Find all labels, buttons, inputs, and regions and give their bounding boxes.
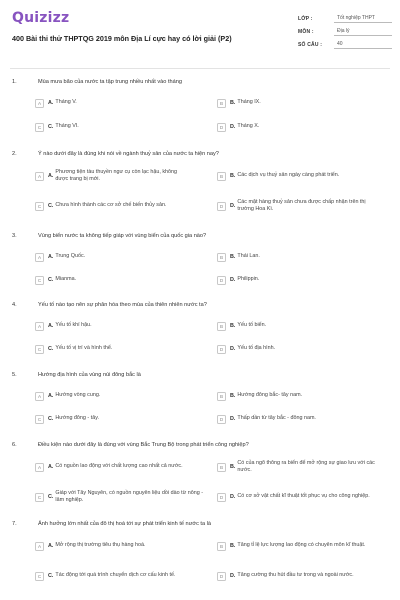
option-text: Yếu tố biển.	[237, 322, 267, 329]
meta-label: SỐ CÂU :	[298, 41, 323, 48]
option-text: Giáp với Tây Nguyên, có nguồn nguyên liệu dồi dào từ nông - lâm nghiệp.	[55, 489, 204, 503]
option-text: Có nguồn lao động với chất lượng cao nhất cả nước.	[55, 463, 183, 470]
option-badge: B	[217, 392, 226, 401]
question-number: 7.	[12, 521, 17, 527]
option-badge: A	[35, 322, 44, 331]
header-divider	[10, 68, 390, 69]
option-a[interactable]	[35, 535, 205, 557]
question-2	[12, 148, 390, 160]
option-text: Hướng vòng cung.	[55, 392, 101, 399]
option-letter: D.	[230, 416, 236, 422]
option-badge: A	[35, 542, 44, 551]
question-1	[12, 76, 390, 88]
option-text: Chưa hình thành các cơ sở chế biến thủy sản.	[55, 202, 167, 209]
option-badge: A	[35, 463, 44, 472]
option-badge: C	[35, 123, 44, 132]
option-badge: B	[217, 463, 226, 472]
option-text: Yếu tố địa hình.	[237, 345, 276, 352]
option-text: Tháng V.	[55, 99, 77, 106]
option-letter: D.	[230, 346, 236, 352]
option-a[interactable]	[35, 95, 185, 111]
option-badge: C	[35, 493, 44, 502]
option-c[interactable]	[35, 486, 205, 508]
option-text: Tháng VI.	[55, 123, 79, 130]
option-letter: C.	[48, 573, 54, 579]
quizizz-logo: Quizizz	[12, 10, 70, 26]
option-d[interactable]	[217, 565, 397, 587]
option-text: Yếu tố khí hậu.	[55, 322, 92, 329]
option-text: Yếu tố vị trí và hình thể.	[55, 345, 113, 352]
option-badge: B	[217, 542, 226, 551]
option-badge: C	[35, 276, 44, 285]
question-text: Điều kiện nào dưới đây là đúng với vùng Bắc Trung Bộ trong phát triển công nghiệp?	[38, 442, 249, 448]
option-letter: D.	[230, 573, 236, 579]
document-title: 400 Bài thi thử THPTQG 2019 môn Địa Lí cực hay có lời giải (P2)	[12, 34, 232, 43]
option-badge: D	[217, 572, 226, 581]
option-badge: C	[35, 345, 44, 354]
question-number: 3.	[12, 233, 17, 239]
meta-question-count	[298, 38, 392, 51]
option-d[interactable]	[217, 341, 367, 357]
option-a[interactable]	[35, 388, 185, 404]
option-b[interactable]	[217, 249, 367, 265]
option-badge: C	[35, 415, 44, 424]
option-badge: A	[35, 253, 44, 262]
option-text: Thấp dần từ tây bắc - đông nam.	[237, 415, 316, 422]
option-letter: C.	[48, 416, 54, 422]
option-b[interactable]	[217, 456, 387, 478]
option-text: Có của ngõ thông ra biển để mở rộng sự giao lưu với các nước.	[237, 459, 375, 473]
option-text: Hướng đông bắc- tây nam.	[237, 392, 303, 399]
meta-label: LỚP :	[298, 15, 313, 22]
option-text: Thái Lan.	[237, 253, 260, 260]
option-a[interactable]	[35, 456, 205, 478]
question-7	[12, 518, 390, 530]
option-text: Có cơ sở vật chất kĩ thuật tốt phục vụ cho công nghiệp.	[237, 493, 370, 500]
option-letter: C.	[48, 277, 54, 283]
option-d[interactable]	[217, 272, 367, 288]
option-letter: A.	[48, 543, 54, 549]
option-text: Tác động tới quá trình chuyển dịch cơ cấu kinh tế.	[55, 572, 176, 579]
option-badge: B	[217, 322, 226, 331]
option-badge: D	[217, 276, 226, 285]
meta-label: MÔN :	[298, 28, 314, 35]
option-letter: D.	[230, 277, 236, 283]
question-text: Yếu tố nào tạo nên sự phân hóa theo mùa của thiên nhiên nước ta?	[38, 302, 207, 308]
option-letter: B.	[230, 543, 236, 549]
option-c[interactable]	[35, 195, 205, 217]
question-number: 1.	[12, 79, 17, 85]
option-letter: B.	[230, 323, 236, 329]
option-text: Mở rộng thị trường tiêu thụ hàng hoá.	[55, 542, 146, 549]
option-badge: C	[35, 572, 44, 581]
option-letter: D.	[230, 124, 236, 130]
meta-block	[298, 12, 392, 51]
option-text: Tăng tỉ lệ lực lượng lao động có chuyên môn kĩ thuật.	[237, 542, 366, 549]
option-text: Mianma.	[55, 276, 77, 283]
option-b[interactable]	[217, 318, 367, 334]
option-badge: D	[217, 493, 226, 502]
option-letter: A.	[48, 393, 54, 399]
option-text: Phương tiện tàu thuyền ngư cụ còn lạc hậu, không được trang bị mới.	[55, 168, 178, 182]
option-letter: A.	[48, 323, 54, 329]
option-letter: C.	[48, 203, 54, 209]
option-letter: B.	[230, 254, 236, 260]
option-c[interactable]	[35, 411, 185, 427]
option-letter: C.	[48, 494, 54, 500]
option-letter: B.	[230, 173, 236, 179]
option-b[interactable]	[217, 388, 367, 404]
option-letter: D.	[230, 203, 236, 209]
question-number: 2.	[12, 151, 17, 157]
document-header	[0, 0, 400, 68]
option-text: Các mặt hàng thuỷ sản chưa được chấp nhận trên thị trường Hoa Kì.	[237, 198, 366, 212]
option-text: Các dịch vụ thuỷ sản ngày càng phát triển.	[237, 172, 340, 179]
option-badge: A	[35, 172, 44, 181]
option-letter: C.	[48, 124, 54, 130]
option-letter: C.	[48, 346, 54, 352]
option-d[interactable]	[217, 411, 387, 427]
option-b[interactable]	[217, 165, 387, 187]
option-b[interactable]	[217, 535, 387, 557]
question-number: 4.	[12, 302, 17, 308]
option-a[interactable]	[35, 318, 185, 334]
meta-value: 40	[334, 40, 392, 49]
option-letter: A.	[48, 464, 54, 470]
question-3	[12, 230, 390, 242]
option-badge: D	[217, 415, 226, 424]
option-d[interactable]	[217, 195, 377, 217]
option-text: Tăng cường thu hút đầu tư trong và ngoài nước.	[237, 572, 354, 579]
question-6	[12, 439, 390, 451]
meta-subject	[298, 25, 392, 38]
question-4	[12, 299, 390, 311]
option-badge: A	[35, 99, 44, 108]
option-letter: B.	[230, 393, 236, 399]
question-text: Vùng biển nước ta không tiếp giáp với vùng biển của quốc gia nào?	[38, 233, 207, 239]
meta-class	[298, 12, 392, 25]
meta-value: Địa lý	[334, 27, 392, 36]
option-letter: A.	[48, 254, 54, 260]
option-badge: D	[217, 345, 226, 354]
option-d[interactable]	[217, 119, 367, 135]
option-d[interactable]	[217, 486, 387, 508]
option-letter: D.	[230, 494, 236, 500]
question-5	[12, 369, 390, 381]
option-letter: A.	[48, 173, 54, 179]
option-badge: D	[217, 202, 226, 211]
option-text: Hướng đông - tây.	[55, 415, 100, 422]
option-b[interactable]	[217, 95, 367, 111]
option-text: Tháng IX.	[237, 99, 261, 106]
option-a[interactable]	[35, 249, 185, 265]
question-number: 5.	[12, 372, 17, 378]
option-text: Trung Quốc.	[55, 253, 86, 260]
option-badge: C	[35, 202, 44, 211]
option-letter: B.	[230, 464, 236, 470]
question-text: Ảnh hưởng lớn nhất của đô thị hoá tới sự phát triển kinh tế nước ta là	[38, 521, 211, 527]
question-text: Hướng địa hình của vùng núi đông bắc là	[38, 372, 141, 378]
option-badge: A	[35, 392, 44, 401]
option-badge: B	[217, 172, 226, 181]
option-a[interactable]	[35, 165, 185, 187]
option-badge: D	[217, 123, 226, 132]
question-text: Ý nào dưới đây là đúng khi nói về ngành thuỷ sản của nước ta hiện nay?	[38, 151, 219, 157]
option-c[interactable]	[35, 272, 185, 288]
option-c[interactable]	[35, 119, 185, 135]
meta-value: Tốt nghiệp THPT	[334, 14, 392, 23]
option-letter: B.	[230, 100, 236, 106]
option-text: Tháng X.	[237, 123, 260, 130]
option-letter: A.	[48, 100, 54, 106]
question-number: 6.	[12, 442, 17, 448]
option-badge: B	[217, 99, 226, 108]
question-text: Mùa mưa bão của nước ta tập trung nhiều nhất vào tháng	[38, 79, 182, 85]
option-badge: B	[217, 253, 226, 262]
option-c[interactable]	[35, 341, 185, 357]
option-text: Philippin.	[237, 276, 260, 283]
option-c[interactable]	[35, 565, 185, 587]
